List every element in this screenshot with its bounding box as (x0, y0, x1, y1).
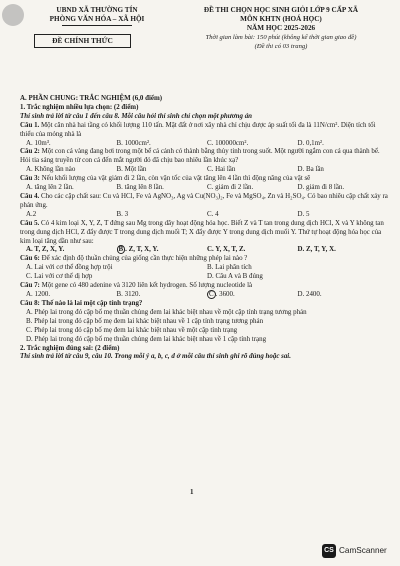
question-number: Câu 3: (20, 174, 40, 183)
circled-answer-mark: C (209, 290, 214, 299)
option-a: A. T, Z, X, Y. (26, 245, 65, 254)
question-5 (20, 219, 388, 246)
option-a: A.2 (26, 209, 37, 218)
part2-instruction: Thí sinh trả lời từ câu 9, câu 10. Trong mỗi ý a, b, c, d ở mỗi câu thí sinh ghi rõ đúng hoặc sai. (20, 352, 291, 361)
exam-body (20, 94, 388, 361)
question-text: Thế nào là lai một cặp tính trạng? (41, 299, 143, 308)
option-a: A. 10m³. (26, 138, 51, 147)
question-text: Có 4 kim loại X, Y, Z, T đứng sau Mg trong dãy hoạt động hóa học. Biết Z và T tan trong dung dịch HCl, X và Y không tan trong dung dịch HCl, Z đẩy được T trong dung dịch muối T; X đẩy được Y trong dung dịch muối Y. Thứ tự hoạt động hóa học của kim loại tăng dần như sau: (20, 218, 384, 245)
question-text: Cho các cặp chất sau: Cu và HCl, Fe và AgNO₃, Ag và Cu(NO₃)₂, Fe và MgSO₄, Zn và H₂SO₄. Có bao nhiêu cặp chất xảy ra phản ứng. (20, 191, 388, 209)
department-name: PHÒNG VĂN HÓA – XÃ HỘI (49, 15, 145, 23)
header-divider (62, 25, 132, 26)
question-6-options-row2 (20, 272, 388, 281)
option-c: C. giảm đi 2 lần. (207, 183, 254, 192)
option-c: C. Lai với cơ thể dị hợp (26, 272, 93, 281)
question-3 (20, 174, 388, 183)
question-5-options (20, 245, 388, 254)
option-c: C. 4 (207, 209, 219, 218)
question-text: Một gene có 480 adenine và 3120 liên kết hydrogen. Số lượng nucleotide là (41, 281, 253, 290)
question-7 (20, 281, 388, 290)
option-b: B. 1000cm². (116, 138, 151, 147)
part1-heading: 1. Trắc nghiệm nhiều lựa chọn: (2 điểm) (20, 102, 139, 111)
option-d: D. Phép lai trong đó cặp bố mẹ thuần chủng đem lai khác biệt nhau về 1 cặp tính trạng (26, 334, 267, 343)
question-1-options (20, 139, 388, 148)
part2-heading: 2. Trắc nghiệm đúng sai: (2 điểm) (20, 343, 120, 352)
question-4-options (20, 210, 388, 219)
exam-page-count: (Đề thi có 03 trang) (254, 43, 308, 50)
question-number: Câu 4. (20, 191, 40, 200)
scan-corner-mark (2, 4, 24, 26)
official-exam-box: ĐỀ CHÍNH THỨC (34, 34, 131, 48)
question-8 (20, 299, 388, 308)
question-number: Câu 8: (20, 299, 40, 308)
option-d: D. giảm đi 8 lần. (297, 183, 345, 192)
question-number: Câu 7: (20, 281, 40, 290)
header-left (22, 6, 172, 26)
option-c: C. Y, X, T, Z. (207, 245, 246, 254)
option-d: D. Z, T, Y, X. (297, 245, 336, 254)
option-a: A. Phép lai trong đó cặp bố mẹ thuần chủng đem lai khác biệt nhau về một cặp tính trạng tương phản (26, 307, 307, 316)
page-number: 1 (190, 488, 194, 496)
question-text: Một căn nhà hai tầng có khối lượng 110 tấn. Mặt đất ở nơi xây nhà chỉ chịu được áp suất tối đa là 11N/cm². Diện tích tối thiểu của móng nhà là (20, 120, 376, 138)
option-b: B . Z, T, X, Y. (118, 245, 159, 254)
option-a: A. Không lần nào (26, 165, 76, 174)
question-6 (20, 254, 388, 263)
question-number: Câu 1. (20, 120, 40, 129)
camscanner-logo-icon: CS (322, 544, 336, 558)
question-7-options (20, 290, 388, 299)
exam-time: Thời gian làm bài: 150 phút (không kể thời gian giao đề) (205, 34, 357, 41)
option-a: A. Lai với cơ thể đồng hợp trội (26, 263, 113, 272)
camscanner-watermark: CamScanner (339, 546, 387, 555)
section-a-heading: A. PHẦN CHUNG: TRẮC NGHIỆM (6,0 điểm) (20, 94, 163, 102)
question-6-options-row1 (20, 263, 388, 272)
option-a: A. tăng lên 2 lần. (26, 183, 74, 192)
question-2-options (20, 165, 388, 174)
option-d: D. 2400. (297, 290, 322, 299)
question-2 (20, 147, 388, 165)
option-d: D. Ba lần (297, 165, 324, 174)
question-1 (20, 121, 388, 139)
part1-instruction: Thí sinh trả lời từ câu 1 đến câu 8. Mỗi câu hỏi thí sinh chỉ chọn một phương án (20, 111, 253, 120)
option-c: C. 100000cm². (207, 138, 249, 147)
question-text: Để xác định độ thuần chủng của giống cần thực hiện những phép lai nào ? (41, 254, 248, 263)
authority-name: UBND XÃ THƯỜNG TÍN (56, 6, 138, 14)
option-d: D. 0,1m². (297, 138, 324, 147)
option-d: D. Câu A và B đúng (207, 272, 263, 281)
exam-title: ĐỀ THI CHỌN HỌC SINH GIỎI LỚP 9 CẤP XÃ (203, 6, 359, 14)
question-number: Câu 2: (20, 147, 40, 156)
option-c: C . 3600. (209, 290, 235, 299)
option-b: B. Một lần (116, 165, 147, 174)
option-b: B. Lai phân tích (207, 263, 252, 272)
option-c: C. Phép lai trong đó cặp bố mẹ đem lai khác biệt nhau về một cặp tính trạng (26, 325, 238, 334)
option-c: C. Hai lần (207, 165, 236, 174)
option-b: B. 3 (116, 209, 129, 218)
question-text: Nếu khối lượng của vật giảm đi 2 lần, còn vận tốc của vật tăng lên 4 lần thì động năng của vật sẽ (41, 174, 311, 183)
exam-subject: MÔN KHTN (HOÁ HỌC) (240, 15, 322, 23)
option-b: B. tăng lên 8 lần. (116, 183, 164, 192)
option-d: D. 5 (297, 209, 310, 218)
exam-year: NĂM HỌC 2025-2026 (246, 24, 316, 32)
question-text: Một con cá vàng đang bơi trong một bể cá cảnh có thành bằng thủy tinh trong suốt. Một người ngắm con cá qua thành bể. Hỏi tia sáng truyền từ con cá đến mắt người đó đã chịu bao nhiêu lần khúc xạ? (20, 147, 380, 165)
question-number: Câu 5. (20, 218, 40, 227)
option-a: A. 1200. (26, 290, 51, 299)
option-b: B. Phép lai trong đó cặp bố mẹ đem lai khác biệt nhau về 1 cặp tính trạng tương phản (26, 316, 264, 325)
question-number: Câu 6: (20, 254, 40, 263)
circled-answer-mark: B (118, 245, 124, 254)
header-right (172, 6, 390, 51)
option-b: B. 3120. (116, 290, 141, 299)
question-4 (20, 192, 388, 210)
question-3-options (20, 183, 388, 192)
